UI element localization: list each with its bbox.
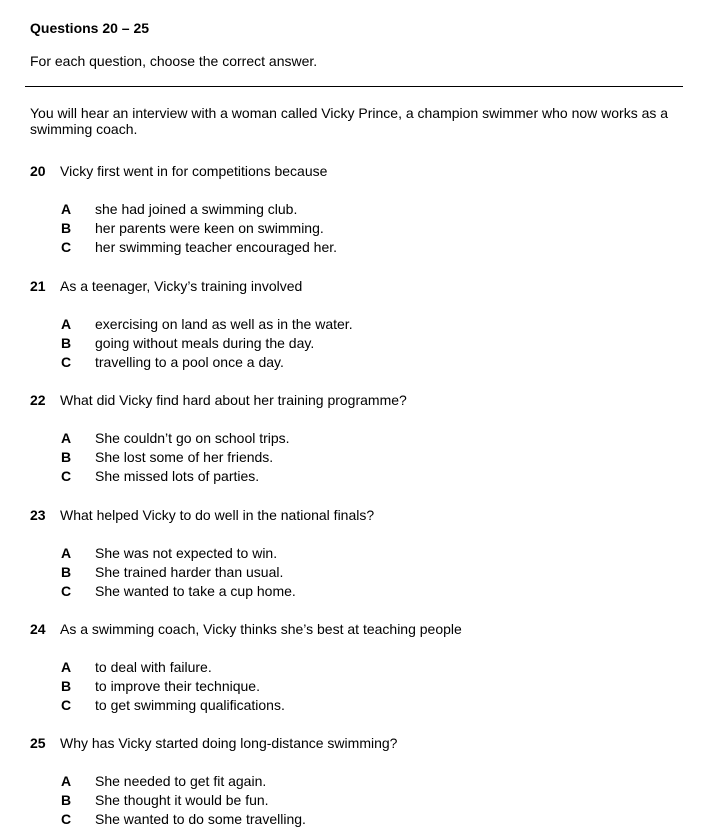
question-24: [30, 621, 690, 713]
option-letter: C: [61, 354, 72, 370]
option-text: going without meals during the day.: [95, 335, 315, 351]
question-21: [30, 278, 690, 370]
option-text: She was not expected to win.: [95, 545, 278, 561]
option-letter: A: [61, 659, 72, 675]
option-letter: B: [61, 678, 72, 694]
section-title: Questions 20 – 25: [30, 20, 150, 36]
option-text: She trained harder than usual.: [95, 564, 284, 580]
option-text: She missed lots of parties.: [95, 468, 260, 484]
question-number: 25: [30, 735, 46, 751]
option-letter: C: [61, 583, 72, 599]
option-letter: B: [61, 335, 72, 351]
option-letter: C: [61, 697, 72, 713]
question-row: [30, 278, 690, 294]
question-number: 22: [30, 392, 46, 408]
question-number: 21: [30, 278, 46, 294]
option-text: She wanted to take a cup home.: [95, 583, 296, 599]
intro-text: You will hear an interview with a woman called Vicky Prince, a champion swimmer who now works as a swimming coach.: [30, 105, 669, 137]
question-row: [30, 735, 690, 751]
question-23: [30, 507, 690, 599]
question-row: [30, 507, 690, 523]
question-number: 24: [30, 621, 46, 637]
question-25: [30, 735, 690, 827]
option-text: travelling to a pool once a day.: [95, 354, 284, 370]
option-letter: B: [61, 564, 72, 580]
question-number: 23: [30, 507, 46, 523]
question-text: Why has Vicky started doing long-distance swimming?: [60, 735, 398, 751]
question-text: What did Vicky find hard about her training programme?: [60, 392, 407, 408]
question-row: [30, 392, 690, 408]
option-text: She thought it would be fun.: [95, 792, 269, 808]
option-letter: B: [61, 792, 72, 808]
option-text: her swimming teacher encouraged her.: [95, 239, 338, 255]
option-text: to deal with failure.: [95, 659, 212, 675]
question-text: What helped Vicky to do well in the national finals?: [60, 507, 375, 523]
option-letter: C: [61, 239, 72, 255]
question-20: [30, 163, 690, 255]
question-row: [30, 163, 690, 179]
option-text: her parents were keen on swimming.: [95, 220, 324, 236]
option-letter: A: [61, 430, 72, 446]
option-text: to improve their technique.: [95, 678, 260, 694]
option-letter: B: [61, 220, 72, 236]
option-letter: A: [61, 316, 72, 332]
option-text: she had joined a swimming club.: [95, 201, 298, 217]
option-letter: A: [61, 773, 72, 789]
option-text: She lost some of her friends.: [95, 449, 274, 465]
divider: [25, 86, 683, 87]
option-text: She couldn’t go on school trips.: [95, 430, 290, 446]
question-row: [30, 621, 690, 637]
option-letter: B: [61, 449, 72, 465]
option-text: exercising on land as well as in the water.: [95, 316, 353, 332]
option-letter: A: [61, 201, 72, 217]
question-22: [30, 392, 690, 484]
option-letter: A: [61, 545, 72, 561]
option-letter: C: [61, 811, 72, 827]
option-text: She needed to get fit again.: [95, 773, 267, 789]
option-text: to get swimming qualifications.: [95, 697, 285, 713]
option-letter: C: [61, 468, 72, 484]
question-text: As a swimming coach, Vicky thinks she’s best at teaching people: [60, 621, 462, 637]
option-text: She wanted to do some travelling.: [95, 811, 306, 827]
question-number: 20: [30, 163, 46, 179]
instruction-text: For each question, choose the correct answer.: [30, 53, 318, 69]
question-text: Vicky first went in for competitions because: [60, 163, 328, 179]
question-text: As a teenager, Vicky’s training involved: [60, 278, 303, 294]
